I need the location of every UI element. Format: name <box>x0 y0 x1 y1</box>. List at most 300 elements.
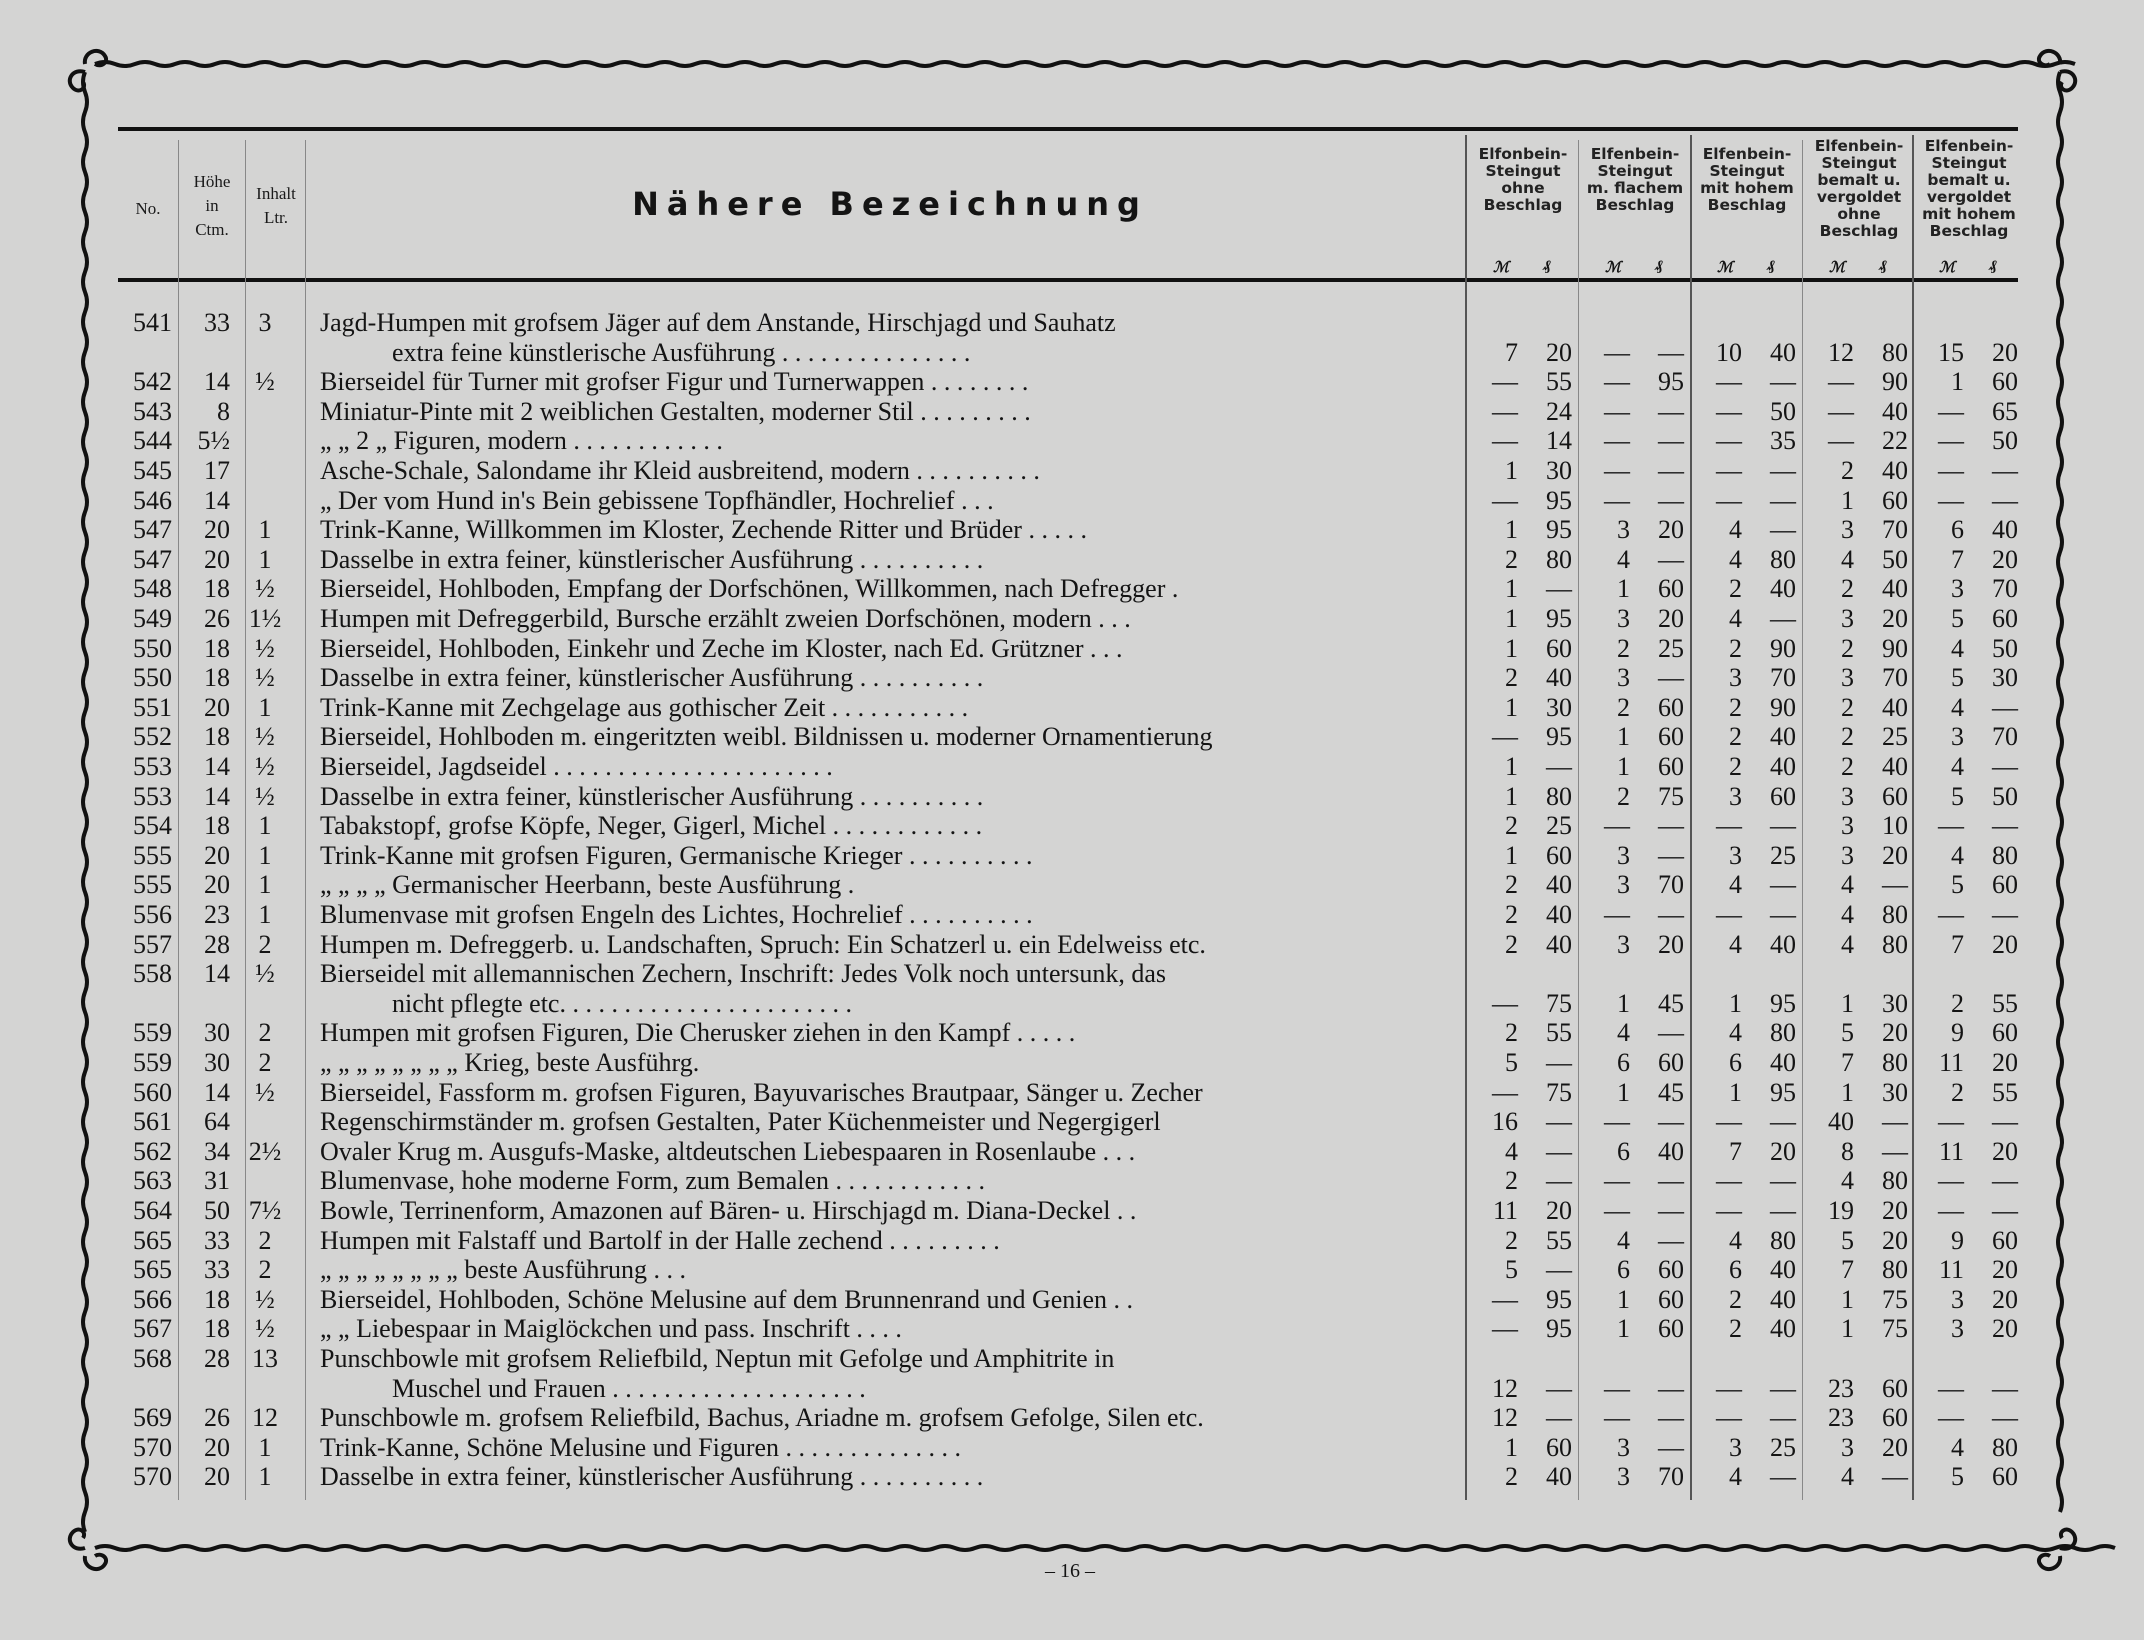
item-description: Bierseidel, Fassform m. grofsen Figuren, Bayuvarisches Brautpaar, Sänger u. Zecher <box>320 1077 1203 1107</box>
price-mark: — <box>1604 485 1630 515</box>
item-height: 20 <box>204 870 230 900</box>
border-top <box>95 62 2075 66</box>
price-pfennig: 55 <box>1546 367 1572 397</box>
item-height: 28 <box>204 929 230 959</box>
price-mark: 2 <box>1505 929 1518 959</box>
price-pfennig: 80 <box>1882 1048 1908 1077</box>
price-mark: — <box>1938 426 1964 456</box>
price-pfennig: 20 <box>1882 1018 1908 1048</box>
price-mark: 2 <box>1505 1018 1518 1048</box>
price-pfennig: 40 <box>1770 752 1796 781</box>
price-pfennig: 20 <box>1658 515 1684 545</box>
price-mark: 8 <box>1841 1136 1854 1166</box>
price-mark: — <box>1828 426 1854 456</box>
price-group-header-line: Steingut <box>1821 154 1897 172</box>
item-capacity: 1 <box>258 1432 272 1462</box>
price-mark: 6 <box>1617 1048 1630 1077</box>
price-mark: 3 <box>1617 929 1630 959</box>
price-pfennig: 20 <box>1882 1196 1908 1225</box>
item-height: 14 <box>204 367 230 397</box>
item-description: Bierseidel, Hohlboden, Empfang der Dorfschönen, Willkommen, nach Defregger . <box>320 574 1179 604</box>
price-mark: 1 <box>1505 604 1518 633</box>
header-inhalt-line: Ltr. <box>263 208 289 227</box>
item-height: 5½ <box>197 426 230 456</box>
price-mark: — <box>1716 1166 1742 1196</box>
price-mark: — <box>1938 485 1964 515</box>
price-pfennig: 40 <box>1770 1314 1796 1344</box>
price-pfennig: — <box>1882 870 1908 900</box>
price-mark: — <box>1604 811 1630 841</box>
price-pfennig: 95 <box>1546 604 1572 633</box>
price-mark: — <box>1604 426 1630 456</box>
item-capacity: 1 <box>258 811 272 841</box>
item-capacity: ½ <box>255 752 275 781</box>
item-height: 14 <box>204 959 230 989</box>
price-pfennig: 80 <box>1770 1018 1796 1048</box>
price-pfennig: 40 <box>1770 929 1796 959</box>
price-mark: 2 <box>1617 781 1630 811</box>
price-mark: — <box>1938 1403 1964 1433</box>
price-mark: 5 <box>1951 663 1964 693</box>
price-pfennig: — <box>1658 337 1684 367</box>
item-height: 33 <box>204 1255 230 1285</box>
item-number: 553 <box>133 752 172 781</box>
price-mark: 4 <box>1729 1225 1742 1255</box>
item-height: 20 <box>204 515 230 545</box>
item-description: Humpen mit grofsen Figuren, Die Cherusker ziehen in den Kampf . . . . . <box>320 1018 1076 1048</box>
price-mark: 2 <box>1505 811 1518 841</box>
corner-scroll-bl <box>70 1530 106 1570</box>
item-capacity: ½ <box>255 1284 275 1314</box>
price-pfennig: 40 <box>1770 722 1796 752</box>
price-pfennig: 40 <box>1770 574 1796 604</box>
table-row <box>0 574 2144 604</box>
item-number: 559 <box>133 1018 172 1048</box>
price-pfennig: — <box>1658 840 1684 870</box>
price-pfennig: 60 <box>1546 633 1572 663</box>
table-row <box>0 811 2144 841</box>
price-pfennig: 40 <box>1992 515 2018 545</box>
price-mark: 3 <box>1729 781 1742 811</box>
price-pfennig: 20 <box>1546 337 1572 367</box>
price-mark: 3 <box>1951 1314 1964 1344</box>
item-capacity: ½ <box>255 959 275 989</box>
price-pfennig: — <box>1882 1136 1908 1166</box>
price-mark: 1 <box>1505 574 1518 604</box>
price-pfennig: — <box>1770 811 1796 841</box>
table-row <box>0 545 2144 575</box>
item-description: Bierseidel, Jagdseidel . . . . . . . . . . . . . . . . . . . . . . <box>320 752 833 781</box>
price-mark: 4 <box>1841 929 1854 959</box>
price-pfennig: 25 <box>1770 840 1796 870</box>
price-pfennig: — <box>1770 870 1796 900</box>
price-pfennig: 80 <box>1882 337 1908 367</box>
price-pfennig: 80 <box>1546 781 1572 811</box>
price-pfennig: 20 <box>1658 929 1684 959</box>
price-mark: 12 <box>1828 337 1854 367</box>
price-mark: 2 <box>1841 692 1854 722</box>
item-description: Punschbowle mit grofsem Reliefbild, Neptun mit Gefolge und Amphitrite in <box>320 1344 1115 1373</box>
header-hoehe <box>180 170 244 242</box>
price-pfennig: 70 <box>1992 574 2018 604</box>
item-description: Bierseidel, Hohlboden, Schöne Melusine auf dem Brunnenrand und Genien . . <box>320 1284 1134 1314</box>
item-number: 566 <box>133 1284 172 1314</box>
item-description: „ „ 2 „ Figuren, modern . . . . . . . . . . . . <box>320 426 723 456</box>
price-pfennig: 65 <box>1992 396 2018 426</box>
table-row <box>0 1285 2144 1315</box>
price-pfennig: 40 <box>1546 900 1572 929</box>
price-mark: 2 <box>1505 1166 1518 1196</box>
item-description: Trink-Kanne, Willkommen im Kloster, Zechende Ritter und Brüder . . . . . <box>320 515 1087 545</box>
item-height: 14 <box>204 1077 230 1107</box>
price-mark: 3 <box>1841 781 1854 811</box>
price-pfennig: 25 <box>1546 811 1572 841</box>
price-pfennig: 20 <box>1992 1314 2018 1344</box>
price-mark: 6 <box>1617 1136 1630 1166</box>
price-pfennig: 50 <box>1992 633 2018 663</box>
table-row <box>0 1078 2144 1108</box>
price-pfennig: 60 <box>1992 870 2018 900</box>
item-description: Dasselbe in extra feiner, künstlerischer Ausführung . . . . . . . . . . <box>320 544 984 574</box>
item-number: 569 <box>133 1403 172 1433</box>
item-capacity: ½ <box>255 781 275 811</box>
price-pfennig: — <box>1546 1166 1572 1196</box>
item-description: Punschbowle m. grofsem Reliefbild, Bachus, Ariadne m. grofsem Gefolge, Silen etc. <box>320 1403 1204 1433</box>
price-pfennig: 55 <box>1546 1225 1572 1255</box>
item-number: 542 <box>133 367 172 397</box>
price-pfennig: 20 <box>1992 929 2018 959</box>
price-mark: 7 <box>1951 929 1964 959</box>
page-title: Nähere Bezeichnung <box>632 185 1148 223</box>
price-pfennig: 60 <box>1992 367 2018 397</box>
price-mark: 7 <box>1951 544 1964 574</box>
price-pfennig: — <box>1992 1403 2018 1433</box>
price-pfennig: 90 <box>1770 692 1796 722</box>
price-pfennig: — <box>1992 1196 2018 1225</box>
price-mark: 4 <box>1951 633 1964 663</box>
item-description: Blumenvase mit grofsen Engeln des Lichtes, Hochrelief . . . . . . . . . . <box>320 900 1033 929</box>
price-group-header-line: Elfenbein- <box>1924 137 2014 155</box>
price-mark: 2 <box>1617 692 1630 722</box>
item-number: 563 <box>133 1166 172 1196</box>
price-mark: 4 <box>1729 870 1742 900</box>
price-mark: — <box>1716 1373 1742 1403</box>
item-number: 557 <box>133 929 172 959</box>
item-capacity: ½ <box>255 1314 275 1344</box>
price-pfennig: 70 <box>1992 722 2018 752</box>
item-number: 565 <box>133 1255 172 1285</box>
price-pfennig: 95 <box>1770 988 1796 1018</box>
item-capacity: ½ <box>255 663 275 693</box>
corner-scroll-tl <box>70 51 106 91</box>
table-row <box>0 456 2144 486</box>
price-pfennig: 20 <box>1992 1255 2018 1285</box>
price-mark: — <box>1492 426 1518 456</box>
price-pfennig: 55 <box>1546 1018 1572 1048</box>
price-mark: 3 <box>1617 515 1630 545</box>
price-mark: 1 <box>1505 1432 1518 1462</box>
table-row <box>0 870 2144 900</box>
item-height: 18 <box>204 633 230 663</box>
price-pfennig: 60 <box>1992 1225 2018 1255</box>
item-capacity: ½ <box>255 1077 275 1107</box>
price-pfennig: 60 <box>1882 1403 1908 1433</box>
price-pfennig: — <box>1992 752 2018 781</box>
table-row <box>0 1196 2144 1226</box>
item-description: Humpen mit Falstaff und Bartolf in der Halle zechend . . . . . . . . . <box>320 1225 1000 1255</box>
item-capacity: 1 <box>258 692 272 722</box>
item-capacity: 1½ <box>248 604 282 633</box>
price-pfennig: 30 <box>1546 456 1572 485</box>
table-row <box>0 1018 2144 1048</box>
mark-unit-label: ℳ <box>1604 260 1622 276</box>
price-pfennig: 20 <box>1992 1048 2018 1077</box>
price-pfennig: — <box>1658 426 1684 456</box>
price-mark: 1 <box>1841 988 1854 1018</box>
table-row <box>0 1107 2144 1137</box>
price-mark: 1 <box>1505 840 1518 870</box>
price-pfennig: — <box>1658 1166 1684 1196</box>
price-mark: 4 <box>1729 604 1742 633</box>
price-pfennig: — <box>1658 456 1684 485</box>
pfennig-unit-label: ₰ <box>1989 258 1997 274</box>
price-mark: 4 <box>1951 692 1964 722</box>
item-description: „ „ „ „ „ „ „ „ beste Ausführung . . . <box>320 1255 687 1285</box>
price-group-header <box>1468 146 1578 214</box>
price-mark: 1 <box>1505 752 1518 781</box>
item-capacity: 2 <box>258 1255 272 1285</box>
table-row <box>0 752 2144 782</box>
price-pfennig: 95 <box>1546 1314 1572 1344</box>
price-pfennig: 50 <box>1992 426 2018 456</box>
item-description: Humpen mit Defreggerbild, Bursche erzählt zweien Dorfschönen, modern . . . <box>320 604 1131 633</box>
price-mark: 4 <box>1951 1432 1964 1462</box>
price-mark: 4 <box>1729 1018 1742 1048</box>
item-height: 18 <box>204 722 230 752</box>
price-mark: 1 <box>1617 1284 1630 1314</box>
price-mark: — <box>1492 722 1518 752</box>
price-pfennig: 90 <box>1770 633 1796 663</box>
price-group-header-line: mit hohem <box>1700 179 1794 197</box>
price-mark: 3 <box>1617 1462 1630 1492</box>
price-pfennig: 50 <box>1992 781 2018 811</box>
price-mark: 2 <box>1729 1284 1742 1314</box>
item-number: 546 <box>133 485 172 515</box>
price-mark: 10 <box>1716 337 1742 367</box>
item-number: 547 <box>133 544 172 574</box>
price-pfennig: — <box>1882 1107 1908 1137</box>
item-capacity: 1 <box>258 870 272 900</box>
price-pfennig: — <box>1770 604 1796 633</box>
price-mark: 2 <box>1505 544 1518 574</box>
price-mark: — <box>1604 1166 1630 1196</box>
price-pfennig: — <box>1546 1048 1572 1077</box>
price-mark: 2 <box>1841 633 1854 663</box>
price-mark: 3 <box>1841 840 1854 870</box>
price-pfennig: 40 <box>1546 870 1572 900</box>
price-group-header-line: Steingut <box>1931 154 2007 172</box>
item-height: 20 <box>204 1432 230 1462</box>
price-pfennig: — <box>1992 456 2018 485</box>
price-mark: 1 <box>1951 367 1964 397</box>
item-height: 18 <box>204 811 230 841</box>
item-number: 545 <box>133 456 172 485</box>
price-mark: 3 <box>1841 663 1854 693</box>
price-mark: 19 <box>1828 1196 1854 1225</box>
item-description: Miniatur-Pinte mit 2 weiblichen Gestalten, moderner Stil . . . . . . . . . <box>320 396 1031 426</box>
item-capacity: 1 <box>258 900 272 929</box>
price-mark: 11 <box>1492 1196 1518 1225</box>
price-mark: 4 <box>1841 1166 1854 1196</box>
price-mark: 2 <box>1617 633 1630 663</box>
price-mark: 4 <box>1729 515 1742 545</box>
item-height: 50 <box>204 1196 230 1225</box>
price-mark: — <box>1716 367 1742 397</box>
price-pfennig: 60 <box>1658 722 1684 752</box>
price-mark: 7 <box>1729 1136 1742 1166</box>
price-pfennig: 95 <box>1546 485 1572 515</box>
price-mark: 7 <box>1841 1048 1854 1077</box>
item-number: 565 <box>133 1225 172 1255</box>
price-group-header-line: bemalt u. <box>1927 171 2011 189</box>
price-mark: 1 <box>1505 456 1518 485</box>
price-mark: — <box>1716 396 1742 426</box>
price-mark: — <box>1938 1166 1964 1196</box>
price-pfennig: — <box>1658 485 1684 515</box>
table-row <box>0 1166 2144 1196</box>
price-pfennig: 40 <box>1882 396 1908 426</box>
price-pfennig: 40 <box>1770 337 1796 367</box>
item-description: Blumenvase, hohe moderne Form, zum Bemalen . . . . . . . . . . . . <box>320 1166 986 1196</box>
item-description: Regenschirmständer m. grofsen Gestalten, Pater Küchenmeister und Negergigerl <box>320 1107 1161 1137</box>
price-pfennig: — <box>1658 1373 1684 1403</box>
item-height: 31 <box>204 1166 230 1196</box>
price-pfennig: — <box>1770 485 1796 515</box>
price-pfennig: 60 <box>1658 1255 1684 1285</box>
price-pfennig: — <box>1546 752 1572 781</box>
price-mark: 2 <box>1505 663 1518 693</box>
price-pfennig: — <box>1658 1432 1684 1462</box>
price-mark: 3 <box>1729 663 1742 693</box>
price-pfennig: — <box>1770 515 1796 545</box>
price-mark: 4 <box>1729 544 1742 574</box>
item-number: 552 <box>133 722 172 752</box>
price-mark: 1 <box>1617 574 1630 604</box>
header-inhalt <box>246 182 306 230</box>
price-mark: — <box>1716 1403 1742 1433</box>
item-description: Bierseidel, Hohlboden, Einkehr und Zeche im Kloster, nach Ed. Grützner . . . <box>320 633 1123 663</box>
price-pfennig: — <box>1658 1107 1684 1137</box>
table-row <box>0 1048 2144 1078</box>
price-mark: — <box>1716 485 1742 515</box>
item-height: 14 <box>204 752 230 781</box>
price-mark: 1 <box>1617 1314 1630 1344</box>
price-pfennig: 80 <box>1770 1225 1796 1255</box>
price-pfennig: 14 <box>1546 426 1572 456</box>
price-group-header-line: m. flachem <box>1586 179 1684 197</box>
price-mark: 1 <box>1841 485 1854 515</box>
price-pfennig: 80 <box>1882 1255 1908 1285</box>
price-pfennig: 20 <box>1882 1225 1908 1255</box>
item-height: 18 <box>204 1314 230 1344</box>
price-pfennig: 20 <box>1658 604 1684 633</box>
pfennig-unit-label: ₰ <box>1879 258 1887 274</box>
price-mark: 4 <box>1729 1462 1742 1492</box>
item-number: 567 <box>133 1314 172 1344</box>
price-pfennig: 40 <box>1882 692 1908 722</box>
price-group-header-line: Beschlag <box>1929 222 2009 240</box>
price-pfennig: 95 <box>1546 722 1572 752</box>
price-mark: 2 <box>1505 900 1518 929</box>
price-mark: 5 <box>1951 604 1964 633</box>
price-mark: 11 <box>1938 1136 1964 1166</box>
price-pfennig: — <box>1770 1166 1796 1196</box>
item-number: 553 <box>133 781 172 811</box>
price-pfennig: — <box>1770 1196 1796 1225</box>
item-capacity: ½ <box>255 367 275 397</box>
item-capacity: 1 <box>258 515 272 545</box>
price-mark: 1 <box>1729 988 1742 1018</box>
price-mark: 1 <box>1841 1314 1854 1344</box>
price-pfennig: — <box>1546 574 1572 604</box>
price-mark: 7 <box>1841 1255 1854 1285</box>
mark-unit-label: ℳ <box>1828 260 1846 276</box>
item-height: 34 <box>204 1136 230 1166</box>
price-mark: 1 <box>1617 752 1630 781</box>
item-capacity: 3 <box>258 308 272 337</box>
mark-unit-label: ℳ <box>1938 260 1956 276</box>
item-capacity: 2½ <box>248 1136 282 1166</box>
pfennig-unit-label: ₰ <box>1655 258 1663 274</box>
price-pfennig: — <box>1992 1373 2018 1403</box>
price-mark: 12 <box>1492 1403 1518 1433</box>
header-hoehe-line: in <box>205 196 219 215</box>
border-bottom <box>95 1546 2115 1550</box>
item-capacity: 12 <box>252 1403 278 1433</box>
price-mark: 9 <box>1951 1225 1964 1255</box>
table-row <box>0 930 2144 960</box>
item-capacity: 1 <box>258 544 272 574</box>
price-pfennig: 60 <box>1882 485 1908 515</box>
item-capacity: 7½ <box>248 1196 282 1225</box>
item-description: Bierseidel für Turner mit grofser Figur und Turnerwappen . . . . . . . . <box>320 367 1029 397</box>
table-row <box>0 1433 2144 1463</box>
price-pfennig: 75 <box>1658 781 1684 811</box>
table-row <box>0 900 2144 930</box>
item-description: „ Der vom Hund in's Bein gebissene Topfhändler, Hochrelief . . . <box>320 485 994 515</box>
price-pfennig: 80 <box>1992 1432 2018 1462</box>
price-pfennig: 80 <box>1882 929 1908 959</box>
price-pfennig: 55 <box>1992 988 2018 1018</box>
price-mark: 2 <box>1505 1462 1518 1492</box>
price-mark: 6 <box>1729 1255 1742 1285</box>
price-pfennig: — <box>1770 1107 1796 1137</box>
price-mark: 4 <box>1841 544 1854 574</box>
price-pfennig: 80 <box>1546 544 1572 574</box>
item-description: Asche-Schale, Salondame ihr Kleid ausbreitend, modern . . . . . . . . . . <box>320 456 1040 485</box>
price-mark: — <box>1604 1373 1630 1403</box>
price-pfennig: 60 <box>1882 1373 1908 1403</box>
price-mark: 1 <box>1729 1077 1742 1107</box>
table-row <box>0 663 2144 693</box>
price-mark: 5 <box>1951 1462 1964 1492</box>
item-number: 564 <box>133 1196 172 1225</box>
price-mark: — <box>1604 1403 1630 1433</box>
header-hoehe-line: Höhe <box>193 172 231 191</box>
item-height: 14 <box>204 781 230 811</box>
item-capacity: 2 <box>258 1225 272 1255</box>
price-mark: 3 <box>1841 604 1854 633</box>
